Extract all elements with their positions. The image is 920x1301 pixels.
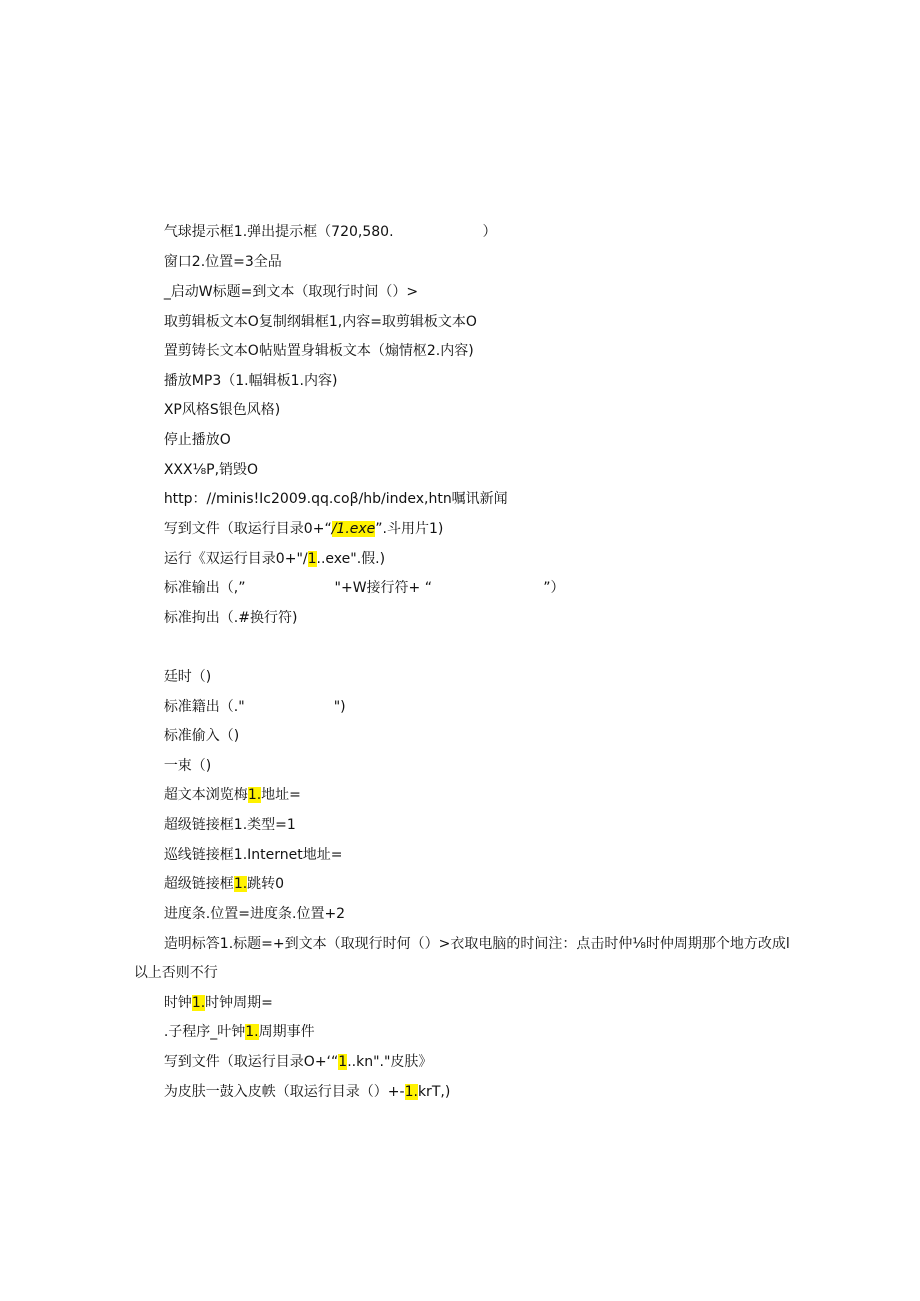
line-text: 一束（) — [163, 758, 212, 774]
text-line — [146, 591, 297, 645]
line-text: 标准籍出（." ") — [163, 699, 346, 715]
highlighted-text: 1 — [307, 551, 317, 567]
line-text: 进度条.位置=进度条.位置+2 — [163, 906, 346, 922]
highlighted-text: 1 — [338, 1054, 348, 1070]
line-text: 地址= — [261, 787, 301, 803]
line-text: 超文本浏览梅 — [163, 787, 248, 803]
line-text: krT,) — [417, 1084, 451, 1100]
line-text: _启动W标题=到文本（取现行时间（）> — [163, 284, 419, 300]
line-text: 取剪辑板文本O复制纲辑框1,内容=取剪辑板文本O — [163, 314, 477, 330]
line-text: 时钟周期= — [205, 995, 273, 1011]
line-text: 跳转0 — [247, 876, 285, 892]
highlighted-text: 1. — [404, 1084, 418, 1100]
line-text: 巡线链接框1.Internet地址= — [163, 847, 343, 863]
line-text: 以上否则不行 — [133, 965, 218, 981]
highlighted-text: 1. — [247, 787, 262, 803]
text-line — [146, 1065, 450, 1119]
highlighted-text: 1. — [245, 1024, 259, 1040]
line-text: 写到文件（取运行目录0+“ — [163, 521, 332, 537]
highlighted-text: /1.exe — [331, 521, 376, 537]
line-text: .子程序_叶钟 — [163, 1024, 246, 1040]
line-text: 标准输出（,” "+W接行符+ “ ”） — [163, 580, 565, 596]
line-text: 造明标答1.标题=+到文本（取现行时何（）>衣取电脑的时间注：点击时仲⅛时仲周期那个地方改成l — [163, 936, 790, 952]
line-text: 时钟 — [163, 995, 192, 1011]
line-text: 标准偷入（) — [163, 728, 240, 744]
line-text: 气球提示框1.弹出提示框（720,580. ） — [163, 224, 497, 240]
highlighted-text: 1. — [233, 876, 248, 892]
line-text: 标准拘出（.#换行符) — [163, 610, 298, 626]
line-text: XP风格S银色风格) — [163, 402, 281, 418]
line-text: XXX⅛P,销毁O — [163, 462, 259, 478]
line-text: 廷时（) — [163, 669, 212, 685]
line-text: 超级链接框 — [163, 876, 234, 892]
line-text: 周期事件 — [258, 1024, 315, 1040]
text-line — [146, 917, 790, 971]
line-text: http：//minis!Ic2009.qq.coβ∕hb∕index,htn嘱讯新闻 — [163, 491, 508, 507]
line-text: ..kn"."皮肤》 — [347, 1054, 433, 1070]
line-text: 运行《双运行目录0+"/ — [163, 551, 308, 567]
line-text: 为皮肤一鼓入皮帙（取运行目录（）+- — [163, 1084, 405, 1100]
line-text: 置剪铸长文本O帖贴置身辑板文本（煽情枢2.内容) — [163, 343, 474, 359]
line-text: 窗口2.位置=3全品 — [163, 254, 282, 270]
line-text: 写到文件（取运行目录O+‘“ — [163, 1054, 339, 1070]
line-text: 停止播放O — [163, 432, 231, 448]
line-text: ..exe".假.) — [316, 551, 386, 567]
highlighted-text: 1. — [191, 995, 206, 1011]
line-text: 播放MP3（1.幅辑板1.内容) — [163, 373, 338, 389]
line-text: 超级链接框1.类型=1 — [163, 817, 296, 833]
line-text: ”.斗用片1) — [375, 521, 444, 537]
